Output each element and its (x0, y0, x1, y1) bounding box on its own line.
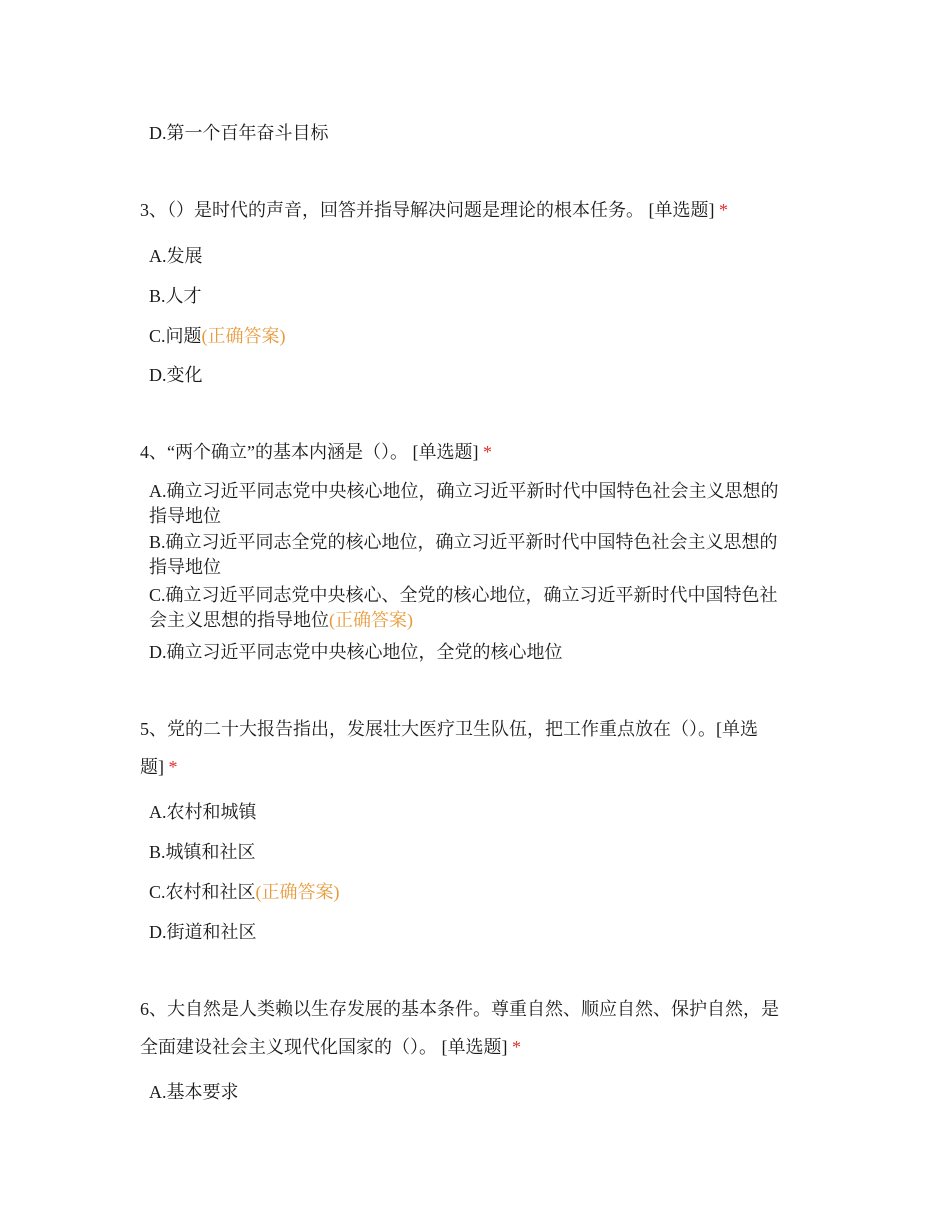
required-marker: * (482, 442, 492, 462)
correct-answer-tag: (正确答案) (255, 882, 340, 902)
question-type: [单选题] (412, 442, 479, 462)
question-type: [单选题] (648, 200, 715, 220)
question-6-title: 6、大自然是人类赖以生存发展的基本条件。尊重自然、顺应自然、保护自然，是 全面建设社会主义现代化国家的（）。 [单选题] * (140, 999, 779, 1057)
question-5-title: 5、党的二十大报告指出，发展壮大医疗卫生队伍，把工作重点放在（）。[单选 题] * (140, 719, 758, 777)
question-3-title: 3、（）是时代的声音，回答并指导解决问题是理论的根本任务。 [单选题] * (140, 200, 728, 220)
question-type: [单选题] (441, 1037, 508, 1057)
question-4-title: 4、“两个确立”的基本内涵是（）。 [单选题] * (140, 442, 492, 462)
question-3-option-d[interactable]: D.变化 (149, 365, 203, 385)
question-5-option-d[interactable]: D.街道和社区 (149, 922, 257, 942)
question-5-option-c[interactable]: C.农村和社区(正确答案) (149, 882, 340, 902)
question-5-option-b[interactable]: B.城镇和社区 (149, 842, 256, 862)
option-text: D.第一个百年奋斗目标 (149, 123, 329, 143)
required-marker: * (512, 1037, 521, 1057)
required-marker: * (719, 200, 728, 220)
question-4-option-b[interactable]: B.确立习近平同志全党的核心地位，确立习近平新时代中国特色社会主义思想的 指导地位 (149, 532, 778, 577)
question-3-option-b[interactable]: B.人才 (149, 286, 202, 306)
question-6-option-a[interactable]: A.基本要求 (149, 1082, 239, 1102)
required-marker: * (168, 757, 178, 777)
correct-answer-tag: (正确答案) (329, 610, 413, 630)
question-3-option-c[interactable]: C.问题(正确答案) (149, 326, 286, 346)
question-4-option-a[interactable]: A.确立习近平同志党中央核心地位，确立习近平新时代中国特色社会主义思想的 指导地位 (149, 481, 779, 526)
correct-answer-tag: (正确答案) (201, 326, 286, 346)
question-4-option-c[interactable]: C.确立习近平同志党中央核心、全党的核心地位，确立习近平新时代中国特色社 会主义思想的指导地位(正确答案) (149, 585, 778, 630)
question-4-option-d[interactable]: D.确立习近平同志党中央核心地位，全党的核心地位 (149, 642, 563, 662)
option-d[interactable] (149, 121, 809, 146)
question-5-option-a[interactable]: A.农村和城镇 (149, 802, 257, 822)
question-3-option-a[interactable]: A.发展 (149, 246, 203, 266)
